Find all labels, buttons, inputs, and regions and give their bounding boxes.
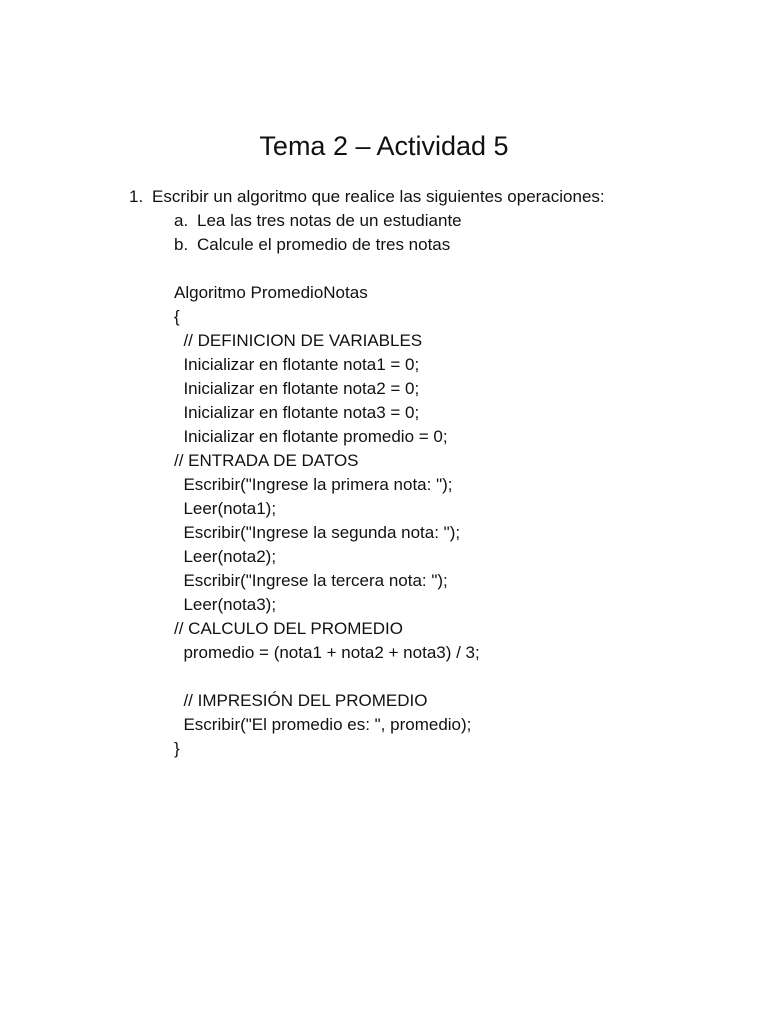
code-line: Inicializar en flotante nota3 = 0; [174, 403, 420, 422]
code-line: Algoritmo PromedioNotas [174, 283, 368, 302]
code-line: // ENTRADA DE DATOS [174, 451, 359, 470]
sub-list-item-text: Lea las tres notas de un estudiante [197, 211, 462, 230]
code-line: Leer(nota3); [174, 595, 277, 614]
sub-list-item-text: Calcule el promedio de tres notas [197, 235, 451, 254]
code-line: { [174, 307, 180, 326]
code-line: Escribir("Ingrese la tercera nota: "); [174, 571, 448, 590]
code-line: Escribir("Ingrese la primera nota: "); [174, 475, 453, 494]
code-line: Inicializar en flotante nota2 = 0; [174, 379, 420, 398]
list-item-text: Escribir un algoritmo que realice las siguientes operaciones: [152, 187, 605, 206]
code-line: promedio = (nota1 + nota2 + nota3) / 3; [174, 643, 480, 662]
code-line: // DEFINICION DE VARIABLES [174, 331, 423, 350]
code-line: Escribir("Ingrese la segunda nota: "); [174, 523, 461, 542]
code-line: // IMPRESIÓN DEL PROMEDIO [174, 691, 428, 710]
sub-list-marker: a. [174, 211, 189, 230]
code-line: Escribir("El promedio es: ", promedio); [174, 715, 472, 734]
code-line: // CALCULO DEL PROMEDIO [174, 619, 403, 638]
code-line: Inicializar en flotante promedio = 0; [174, 427, 448, 446]
code-line: Leer(nota2); [174, 547, 277, 566]
code-line: Inicializar en flotante nota1 = 0; [174, 355, 420, 374]
sub-list-marker: b. [174, 235, 189, 254]
document-title: Tema 2 – Actividad 5 [259, 131, 509, 161]
code-line: } [174, 739, 180, 758]
code-line: Leer(nota1); [174, 499, 277, 518]
list-marker: 1. [129, 187, 144, 206]
